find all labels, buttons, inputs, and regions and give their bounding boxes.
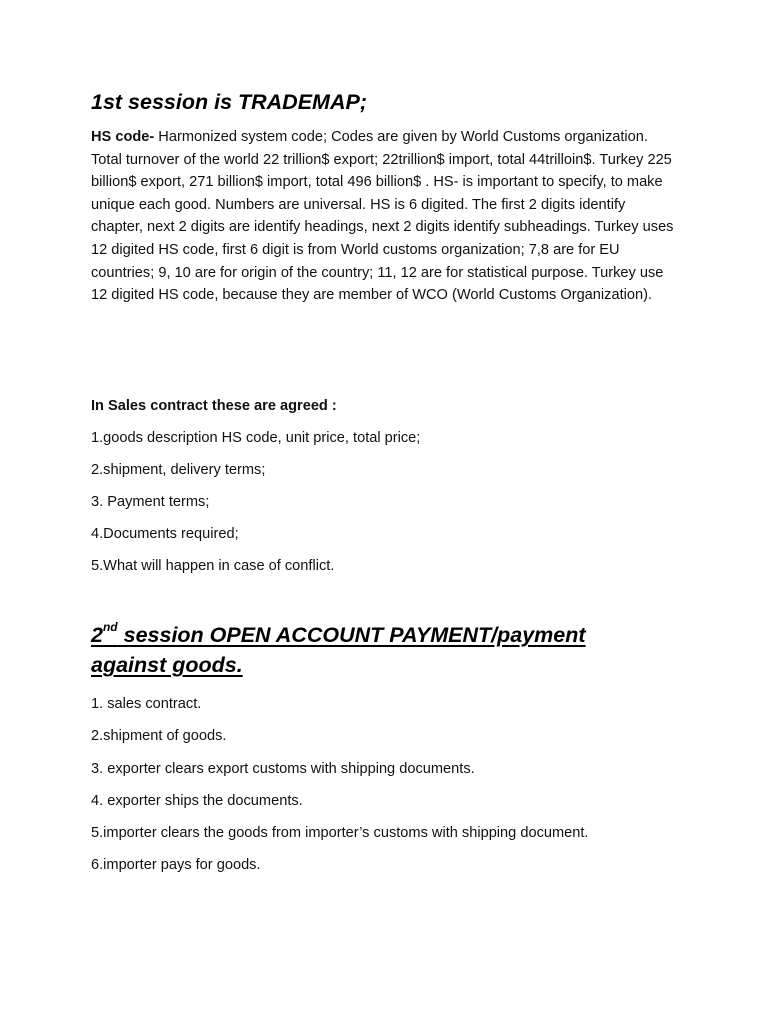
payment-step: 1. sales contract. (91, 696, 202, 712)
sales-item: 5.What will happen in case of conflict. (91, 558, 335, 574)
session2-title-superscript: nd (102, 620, 118, 634)
sales-item: 1.goods description HS code, unit price, total price; (91, 430, 421, 446)
session2-title-number: 2 (91, 623, 103, 647)
payment-step: 6.importer pays for goods. (91, 857, 261, 873)
session2-title-text: session OPEN ACCOUNT PAYMENT/payment against goods. (91, 623, 586, 677)
hs-code-text: Harmonized system code; Codes are given by World Customs organization. Total turnover of the world 22 trillion$ export; 22trillion$ import, total 44trilloin$. Turkey 225 billion$ export, 271 billion$ import, total 496 billion$ . HS- is important to specify, to make unique each good. Numbers are universal. HS is 6 digited. The first 2 digits identify chapter, next 2 digits are identify headings, next 2 digits identify subheadings. Turkey uses 12 digited HS code, first 6 digit is from World customs organization; 7,8 are for EU countries; 9, 10 are for origin of the country; 11, 12 are for statistical purpose. Turkey use 12 digited HS code, because they are member of WCO (World Customs Organization). (91, 129, 674, 304)
hs-code-label: HS code- (91, 129, 155, 145)
document-page (91, 0, 681, 1024)
hs-code-paragraph (91, 126, 681, 307)
payment-step: 4. exporter ships the documents. (91, 793, 303, 809)
payment-step: 2.shipment of goods. (91, 728, 227, 744)
sales-item: 2.shipment, delivery terms; (91, 462, 266, 478)
sales-contract-heading: In Sales contract these are agreed : (91, 398, 337, 414)
sales-item: 4.Documents required; (91, 526, 239, 542)
sales-item: 3. Payment terms; (91, 494, 210, 510)
session2-title (91, 620, 651, 680)
payment-step: 5.importer clears the goods from importer’s customs with shipping document. (91, 825, 589, 841)
session1-title: 1st session is TRADEMAP; (91, 90, 367, 114)
payment-step: 3. exporter clears export customs with shipping documents. (91, 761, 475, 777)
